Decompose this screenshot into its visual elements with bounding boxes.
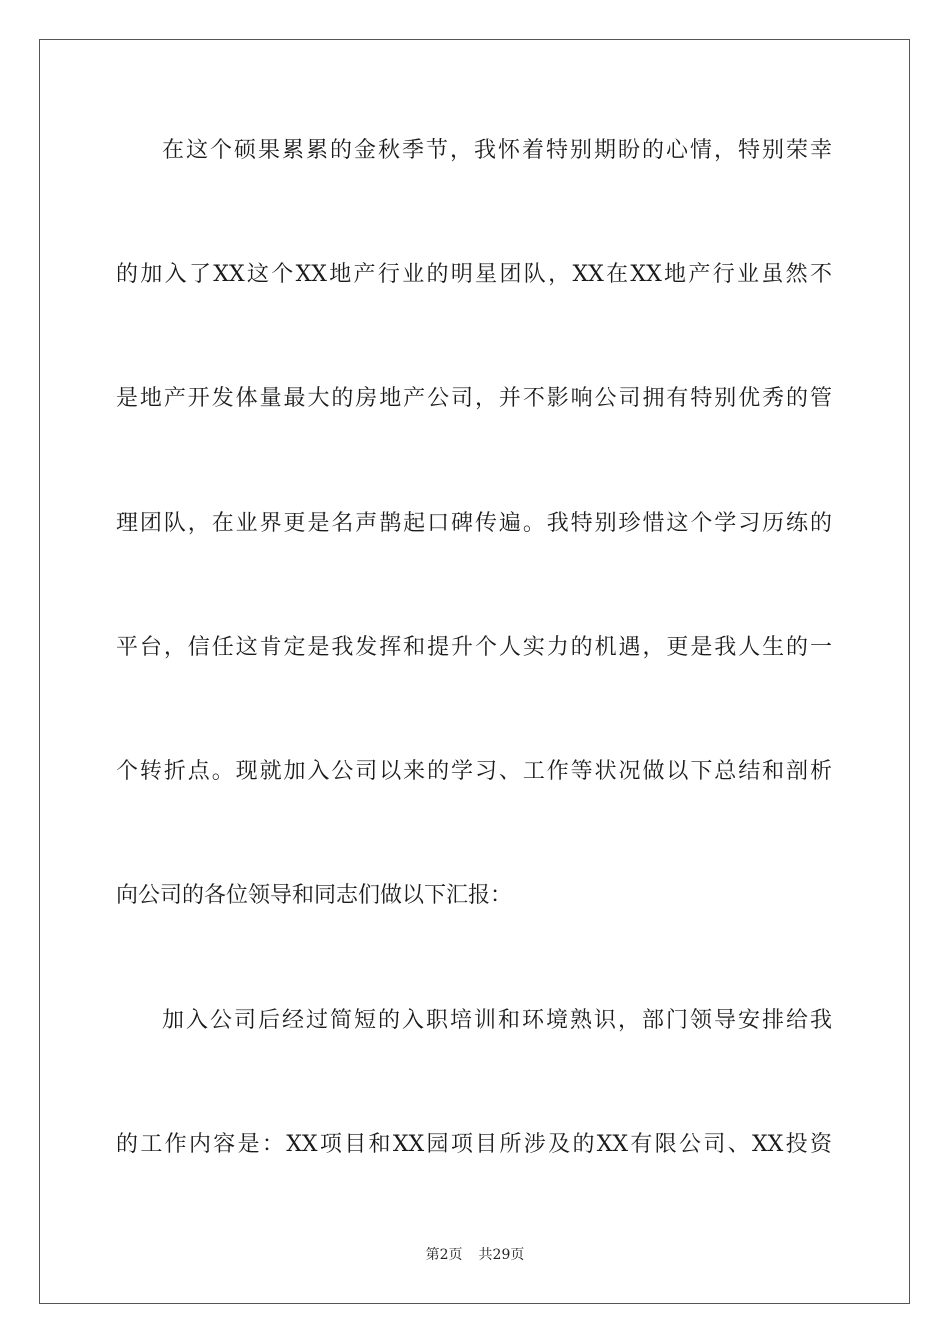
paragraph-line: 个转折点。现就加入公司以来的学习、工作等状况做以下总结和剖析 <box>116 759 832 784</box>
paragraph-line: 的工作内容是：XX项目和XX园项目所涉及的XX有限公司、XX投资 <box>116 1132 832 1157</box>
page-frame <box>39 39 910 1304</box>
paragraph-line: 平台，信任这肯定是我发挥和提升个人实力的机遇，更是我人生的一 <box>116 635 832 660</box>
page-total: 共29页 <box>478 1247 525 1263</box>
page-number: 第2页 <box>425 1247 463 1263</box>
paragraph-line: 是地产开发体量最大的房地产公司，并不影响公司拥有特别优秀的管 <box>116 386 832 411</box>
paragraph-line: 在这个硕果累累的金秋季节，我怀着特别期盼的心情，特别荣幸 <box>162 138 832 163</box>
paragraph-line: 的加入了XX这个XX地产行业的明星团队，XX在XX地产行业虽然不 <box>116 262 832 287</box>
page-footer <box>0 1246 950 1264</box>
paragraph-line: 加入公司后经过简短的入职培训和环境熟识，部门领导安排给我 <box>162 1008 832 1033</box>
paragraph-line: 向公司的各位领导和同志们做以下汇报： <box>116 883 513 908</box>
paragraph-line: 理团队，在业界更是名声鹊起口碑传遍。我特别珍惜这个学习历练的 <box>116 511 832 536</box>
